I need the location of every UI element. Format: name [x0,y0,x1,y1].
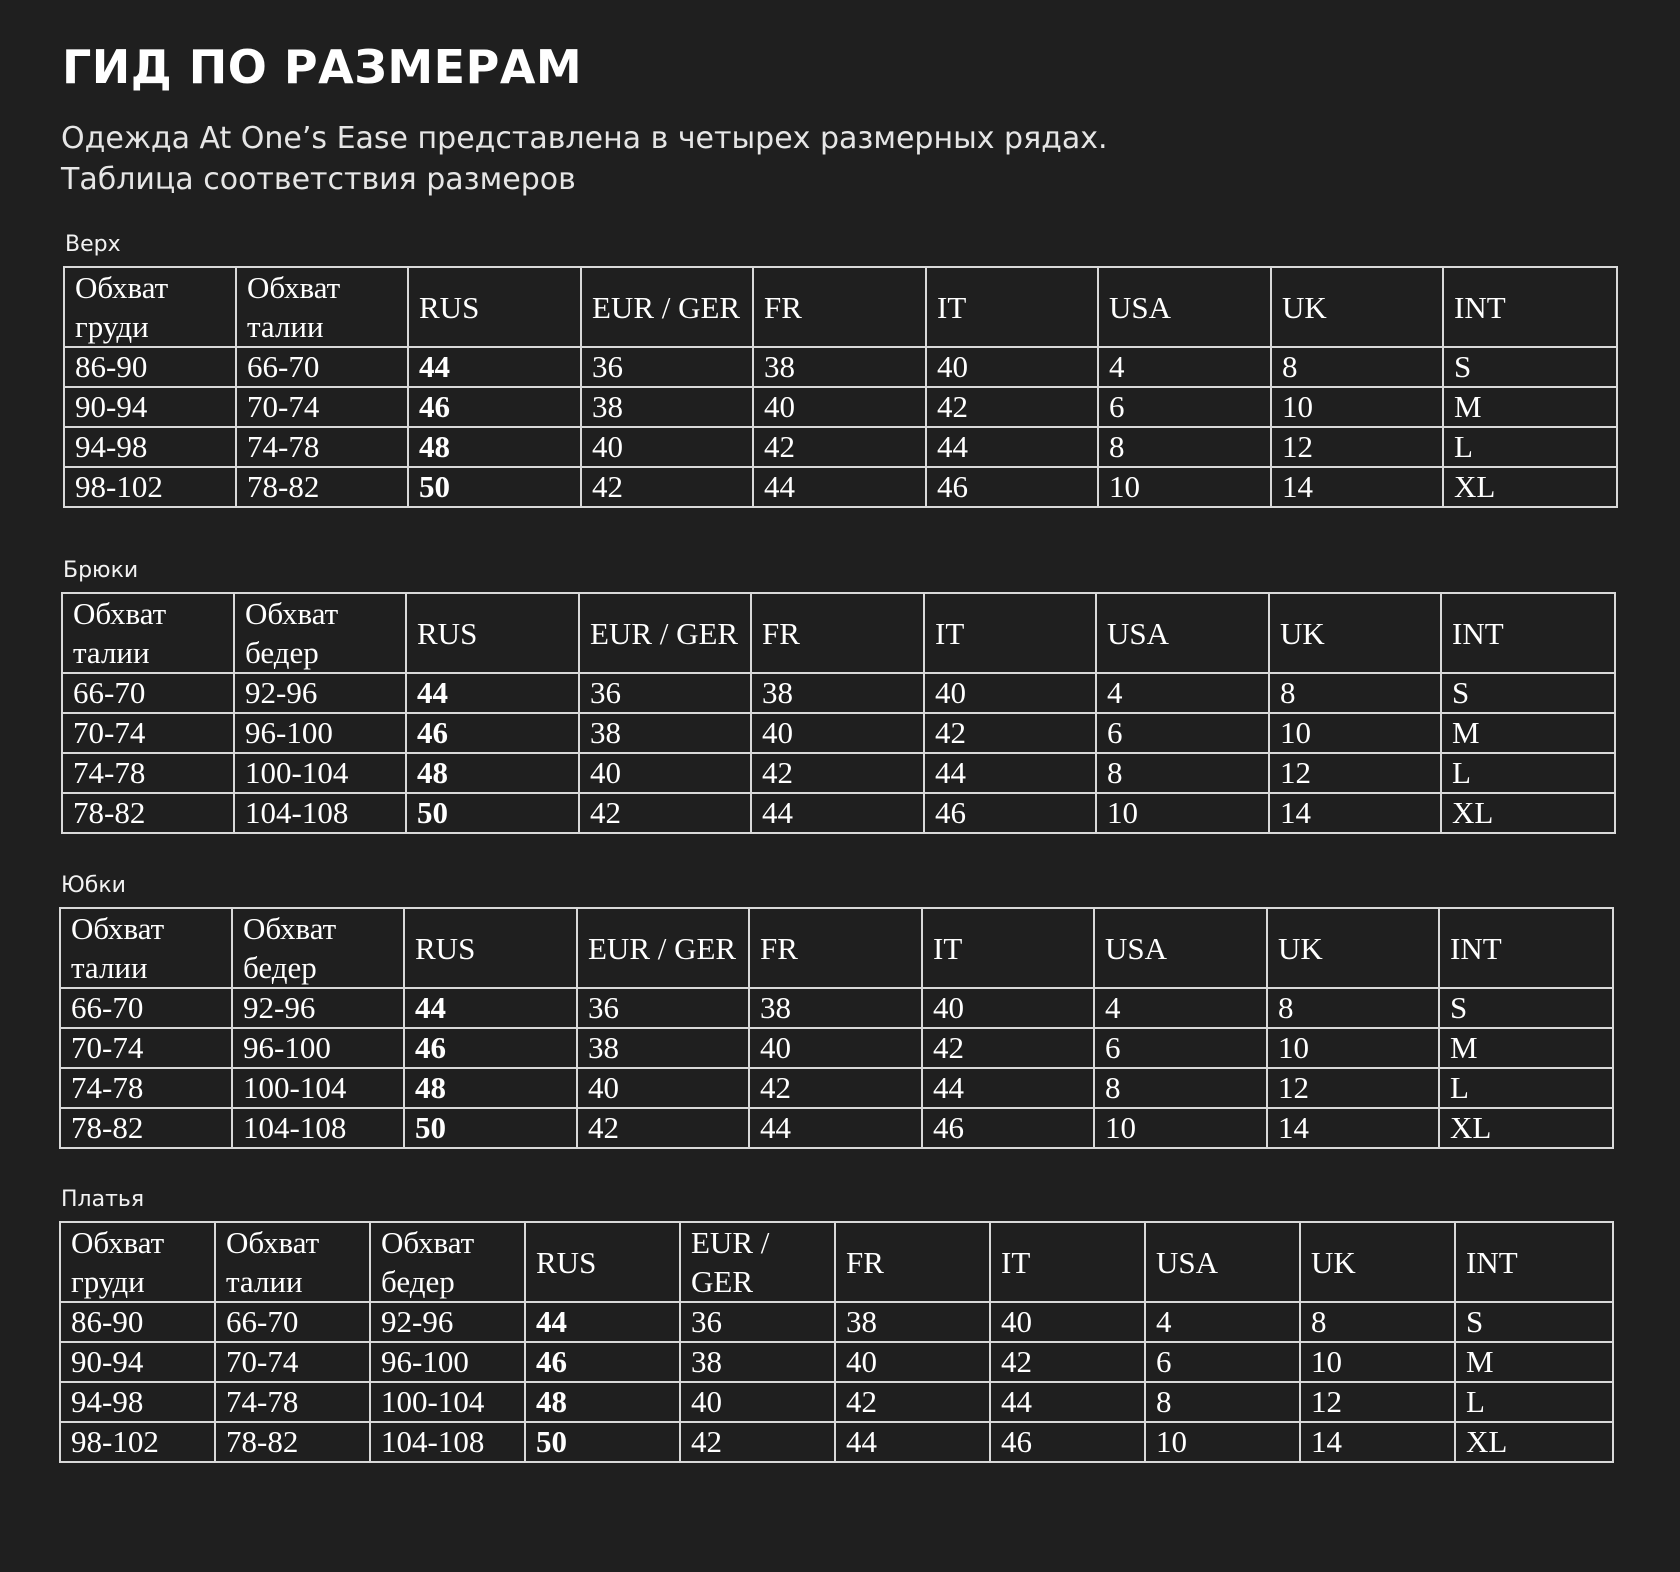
section-label-skirts: Юбки [61,873,126,898]
table-cell: 36 [577,988,749,1028]
column-header: Обхват талии [215,1222,370,1302]
table-cell: 50 [406,793,579,833]
table-cell: 4 [1145,1302,1300,1342]
column-header: INT [1439,908,1613,988]
table-cell: 92-96 [234,673,406,713]
table-cell: 12 [1271,427,1443,467]
column-header: UK [1300,1222,1455,1302]
table-cell: 12 [1300,1382,1455,1422]
table-cell: 40 [990,1302,1145,1342]
column-header: Обхват бедер [232,908,404,988]
table-cell: 44 [753,467,926,507]
table-row [62,793,1615,833]
table-cell: 46 [926,467,1098,507]
table-row [60,1068,1613,1108]
table-cell: 44 [749,1108,922,1148]
table-cell: 40 [751,713,924,753]
table-cell: 8 [1094,1068,1267,1108]
table-cell: 10 [1096,793,1269,833]
table-cell: 8 [1269,673,1441,713]
column-header: INT [1455,1222,1613,1302]
table-cell: 44 [926,427,1098,467]
column-header: RUS [525,1222,680,1302]
column-header: USA [1098,267,1271,347]
table-cell: 78-82 [60,1108,232,1148]
table-cell: 70-74 [60,1028,232,1068]
section-skirts [59,873,1614,1149]
table-cell: 44 [406,673,579,713]
table-cell: 98-102 [60,1422,215,1462]
table-cell: 40 [926,347,1098,387]
table-cell: 40 [581,427,753,467]
table-cell: 66-70 [215,1302,370,1342]
table-cell: 104-108 [232,1108,404,1148]
table-cell: 48 [525,1382,680,1422]
table-cell: 70-74 [62,713,234,753]
table-cell: 74-78 [236,427,408,467]
table-cell: 96-100 [232,1028,404,1068]
table-cell: 46 [922,1108,1094,1148]
table-cell: 40 [680,1382,835,1422]
column-header: FR [751,593,924,673]
table-cell: 40 [753,387,926,427]
column-header: Обхват талии [236,267,408,347]
section-label-dresses: Платья [61,1187,145,1212]
table-cell: M [1443,387,1617,427]
table-cell: 46 [406,713,579,753]
table-cell: S [1443,347,1617,387]
column-header: FR [749,908,922,988]
column-header: USA [1094,908,1267,988]
column-header: Обхват талии [60,908,232,988]
table-cell: 38 [835,1302,990,1342]
table-cell: 94-98 [64,427,236,467]
table-cell: 46 [924,793,1096,833]
size-table-skirts [59,907,1614,1149]
table-cell: 42 [680,1422,835,1462]
table-cell: 42 [924,713,1096,753]
table-cell: 42 [990,1342,1145,1382]
table-cell: 42 [577,1108,749,1148]
table-cell: 10 [1269,713,1441,753]
column-header: IT [922,908,1094,988]
table-cell: 8 [1271,347,1443,387]
column-header: Обхват груди [60,1222,215,1302]
size-table-top [63,266,1618,508]
table-cell: 10 [1145,1422,1300,1462]
table-cell: 100-104 [234,753,406,793]
table-cell: 48 [408,427,581,467]
section-label-top: Верх [65,232,121,257]
table-cell: 36 [680,1302,835,1342]
table-cell: 78-82 [62,793,234,833]
table-cell: 44 [525,1302,680,1342]
table-row [60,1422,1613,1462]
table-cell: 38 [577,1028,749,1068]
table-cell: 42 [749,1068,922,1108]
table-cell: L [1439,1068,1613,1108]
table-cell: 10 [1267,1028,1439,1068]
table-cell: 40 [579,753,751,793]
header-row [62,593,1615,673]
subtitle-line-1: Одежда At One’s Ease представлена в четырех размерных рядах. [61,121,1108,156]
table-cell: 10 [1098,467,1271,507]
table-cell: S [1455,1302,1613,1342]
column-header: Обхват бедер [370,1222,525,1302]
column-header: EUR / GER [579,593,751,673]
header-row [60,908,1613,988]
table-cell: 86-90 [64,347,236,387]
table-cell: XL [1439,1108,1613,1148]
table-cell: 8 [1096,753,1269,793]
table-row [62,713,1615,753]
page-title: ГИД ПО РАЗМЕРАМ [62,40,583,94]
column-header: IT [926,267,1098,347]
table-cell: 96-100 [370,1342,525,1382]
table-cell: 66-70 [236,347,408,387]
table-cell: 44 [408,347,581,387]
column-header: USA [1145,1222,1300,1302]
column-header: EUR / GER [577,908,749,988]
table-row [60,1028,1613,1068]
table-cell: 74-78 [62,753,234,793]
table-cell: 40 [924,673,1096,713]
table-cell: 70-74 [215,1342,370,1382]
table-cell: 46 [404,1028,577,1068]
table-cell: 50 [408,467,581,507]
table-row [60,988,1613,1028]
column-header: INT [1441,593,1615,673]
header-row [60,1222,1613,1302]
table-cell: 4 [1098,347,1271,387]
column-header: UK [1271,267,1443,347]
table-cell: 10 [1094,1108,1267,1148]
table-cell: 36 [579,673,751,713]
table-cell: 42 [753,427,926,467]
column-header: Обхват груди [64,267,236,347]
table-cell: 42 [926,387,1098,427]
section-pants [61,558,1616,834]
column-header: EUR / GER [680,1222,835,1302]
table-cell: XL [1443,467,1617,507]
column-header: EUR / GER [581,267,753,347]
table-cell: 14 [1300,1422,1455,1462]
table-row [64,427,1617,467]
table-row [62,753,1615,793]
table-cell: 86-90 [60,1302,215,1342]
table-cell: 44 [751,793,924,833]
table-cell: 14 [1267,1108,1439,1148]
table-cell: L [1441,753,1615,793]
column-header: IT [924,593,1096,673]
table-cell: 38 [751,673,924,713]
table-cell: 78-82 [215,1422,370,1462]
table-cell: 46 [408,387,581,427]
table-cell: 66-70 [60,988,232,1028]
table-cell: 40 [922,988,1094,1028]
table-row [60,1302,1613,1342]
table-cell: 44 [922,1068,1094,1108]
column-header: UK [1267,908,1439,988]
subtitle [61,118,1108,200]
table-cell: 4 [1094,988,1267,1028]
table-cell: 98-102 [64,467,236,507]
table-cell: 104-108 [234,793,406,833]
table-cell: 38 [680,1342,835,1382]
table-cell: 42 [579,793,751,833]
column-header: RUS [406,593,579,673]
table-cell: 100-104 [370,1382,525,1422]
table-cell: 50 [525,1422,680,1462]
table-row [60,1382,1613,1422]
section-top [63,232,1618,508]
column-header: RUS [408,267,581,347]
table-row [64,467,1617,507]
table-cell: 42 [835,1382,990,1422]
table-cell: 8 [1267,988,1439,1028]
table-cell: M [1439,1028,1613,1068]
table-cell: 40 [749,1028,922,1068]
table-cell: 44 [990,1382,1145,1422]
column-header: INT [1443,267,1617,347]
column-header: UK [1269,593,1441,673]
table-row [64,387,1617,427]
table-cell: 40 [577,1068,749,1108]
table-cell: 46 [990,1422,1145,1462]
table-cell: 90-94 [60,1342,215,1382]
table-cell: 42 [751,753,924,793]
column-header: FR [835,1222,990,1302]
table-cell: 38 [579,713,751,753]
table-cell: 12 [1269,753,1441,793]
column-header: Обхват бедер [234,593,406,673]
table-cell: M [1455,1342,1613,1382]
table-cell: 38 [753,347,926,387]
table-cell: 104-108 [370,1422,525,1462]
size-table-pants [61,592,1616,834]
table-cell: 14 [1271,467,1443,507]
table-row [60,1108,1613,1148]
table-cell: 42 [922,1028,1094,1068]
table-cell: 94-98 [60,1382,215,1422]
table-row [60,1342,1613,1382]
table-cell: 78-82 [236,467,408,507]
table-cell: 44 [835,1422,990,1462]
table-cell: 48 [404,1068,577,1108]
column-header: FR [753,267,926,347]
section-label-pants: Брюки [63,558,139,583]
subtitle-line-2: Таблица соответствия размеров [61,162,576,197]
table-cell: XL [1455,1422,1613,1462]
table-cell: 50 [404,1108,577,1148]
table-cell: 10 [1271,387,1443,427]
table-cell: 96-100 [234,713,406,753]
table-cell: S [1439,988,1613,1028]
table-cell: 38 [581,387,753,427]
table-cell: 90-94 [64,387,236,427]
table-cell: 38 [749,988,922,1028]
table-cell: 44 [924,753,1096,793]
table-cell: 74-78 [215,1382,370,1422]
size-table-dresses [59,1221,1614,1463]
table-cell: 70-74 [236,387,408,427]
table-row [62,673,1615,713]
table-cell: 46 [525,1342,680,1382]
table-cell: 48 [406,753,579,793]
table-cell: S [1441,673,1615,713]
table-cell: 44 [404,988,577,1028]
table-cell: 12 [1267,1068,1439,1108]
column-header: USA [1096,593,1269,673]
table-cell: 8 [1145,1382,1300,1422]
table-cell: 42 [581,467,753,507]
table-cell: 36 [581,347,753,387]
table-cell: 6 [1145,1342,1300,1382]
table-cell: 6 [1096,713,1269,753]
table-cell: 40 [835,1342,990,1382]
section-dresses [59,1187,1614,1463]
table-cell: 8 [1098,427,1271,467]
column-header: RUS [404,908,577,988]
table-cell: 74-78 [60,1068,232,1108]
table-cell: XL [1441,793,1615,833]
table-cell: 92-96 [232,988,404,1028]
table-cell: L [1455,1382,1613,1422]
column-header: Обхват талии [62,593,234,673]
table-row [64,347,1617,387]
table-cell: 100-104 [232,1068,404,1108]
table-cell: 6 [1098,387,1271,427]
table-cell: 10 [1300,1342,1455,1382]
table-cell: 6 [1094,1028,1267,1068]
table-cell: 4 [1096,673,1269,713]
table-cell: M [1441,713,1615,753]
table-cell: 66-70 [62,673,234,713]
table-cell: 14 [1269,793,1441,833]
column-header: IT [990,1222,1145,1302]
header-row [64,267,1617,347]
table-cell: L [1443,427,1617,467]
table-cell: 8 [1300,1302,1455,1342]
table-cell: 92-96 [370,1302,525,1342]
